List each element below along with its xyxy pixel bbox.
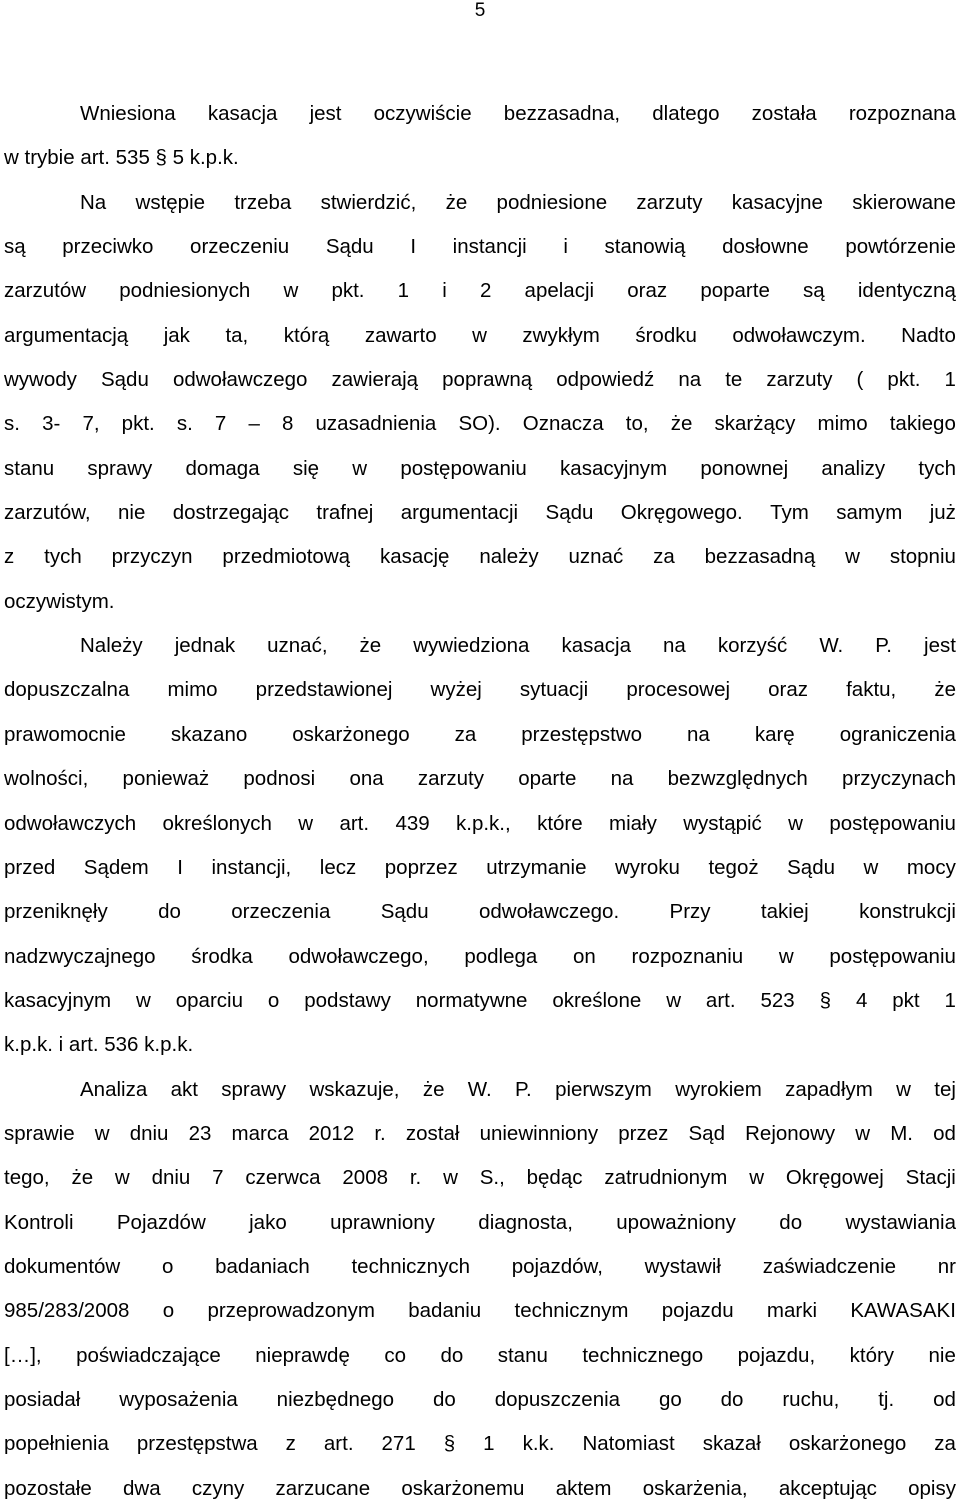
page-number: 5 — [474, 0, 486, 21]
text-line: Kontroli Pojazdów jako uprawniony diagnosta, upoważniony do wystawiania — [4, 1210, 956, 1234]
text-line: dokumentów o badaniach technicznych pojazdów, wystawił zaświadczenie nr — [4, 1254, 956, 1278]
text-line: s. 3- 7, pkt. s. 7 – 8 uzasadnienia SO). Oznacza to, że skarżący mimo takiego — [4, 412, 956, 436]
text-line: Na wstępie trzeba stwierdzić, że podniesione zarzuty kasacyjne skierowane — [80, 190, 956, 214]
text-line: stanu sprawy domaga się w postępowaniu kasacyjnym ponownej analizy tych — [4, 456, 956, 480]
text-line: Wniesiona kasacja jest oczywiście bezzasadna, dlatego została rozpoznana — [80, 102, 956, 125]
body-text — [4, 92, 956, 1511]
text-line: Należy jednak uznać, że wywiedziona kasacja na korzyść W. P. jest — [80, 634, 956, 658]
text-line: zarzutów podniesionych w pkt. 1 i 2 apelacji oraz poparte są identyczną — [4, 279, 956, 303]
text-line: popełnienia przestępstwa z art. 271 § 1 k.k. Natomiast skazał oskarżonego za — [4, 1432, 956, 1456]
text-line: pozostałe dwa czyny zarzucane oskarżonemu aktem oskarżenia, akceptując opisy — [4, 1476, 956, 1500]
text-line: wolności, ponieważ podnosi ona zarzuty oparte na bezwzględnych przyczynach — [4, 767, 956, 791]
text-line: 985/283/2008 o przeprowadzonym badaniu technicznym pojazdu marki KAWASAKI — [4, 1299, 956, 1323]
text-line: z tych przyczyn przedmiotową kasację należy uznać za bezzasadną w stopniu — [4, 545, 956, 569]
text-line: k.p.k. i art. 536 k.p.k. — [4, 1033, 194, 1057]
text-line: kasacyjnym w oparciu o podstawy normatywne określone w art. 523 § 4 pkt 1 — [4, 988, 956, 1012]
text-line: wywody Sądu odwoławczego zawierają poprawną odpowiedź na te zarzuty ( pkt. 1 — [4, 368, 956, 392]
text-line: przeniknęły do orzeczenia Sądu odwoławczego. Przy takiej konstrukcji — [4, 900, 956, 924]
text-line: zarzutów, nie dostrzegając trafnej argumentacji Sądu Okręgowego. Tym samym już — [4, 501, 956, 525]
text-line: oczywistym. — [4, 589, 115, 613]
text-line: prawomocnie skazano oskarżonego za przestępstwo na karę ograniczenia — [4, 722, 956, 746]
text-line: są przeciwko orzeczeniu Sądu I instancji i stanowią dosłowne powtórzenie — [4, 235, 956, 259]
text-line: argumentacją jak ta, którą zawarto w zwykłym środku odwoławczym. Nadto — [4, 323, 956, 347]
text-line: Analiza akt sprawy wskazuje, że W. P. pierwszym wyrokiem zapadłym w tej — [80, 1077, 956, 1101]
text-line: odwoławczych określonych w art. 439 k.p.k., które miały wystąpić w postępowaniu — [4, 811, 956, 835]
text-line: nadzwyczajnego środka odwoławczego, podlega on rozpoznaniu w postępowaniu — [4, 944, 956, 968]
text-line: dopuszczalna mimo przedstawionej wyżej sytuacji procesowej oraz faktu, że — [4, 678, 956, 702]
text-line: tego, że w dniu 7 czerwca 2008 r. w S., będąc zatrudnionym w Okręgowej Stacji — [4, 1166, 956, 1190]
text-line: […], poświadczające nieprawdę co do stanu technicznego pojazdu, który nie — [4, 1343, 956, 1367]
text-line: przed Sądem I instancji, lecz poprzez utrzymanie wyroku tegoż Sądu w mocy — [4, 855, 956, 879]
text-line: w trybie art. 535 § 5 k.p.k. — [4, 146, 239, 170]
text-line: posiadał wyposażenia niezbędnego do dopuszczenia go do ruchu, tj. od — [4, 1387, 956, 1411]
text-line: sprawie w dniu 23 marca 2012 r. został uniewinniony przez Sąd Rejonowy w M. od — [4, 1121, 956, 1145]
